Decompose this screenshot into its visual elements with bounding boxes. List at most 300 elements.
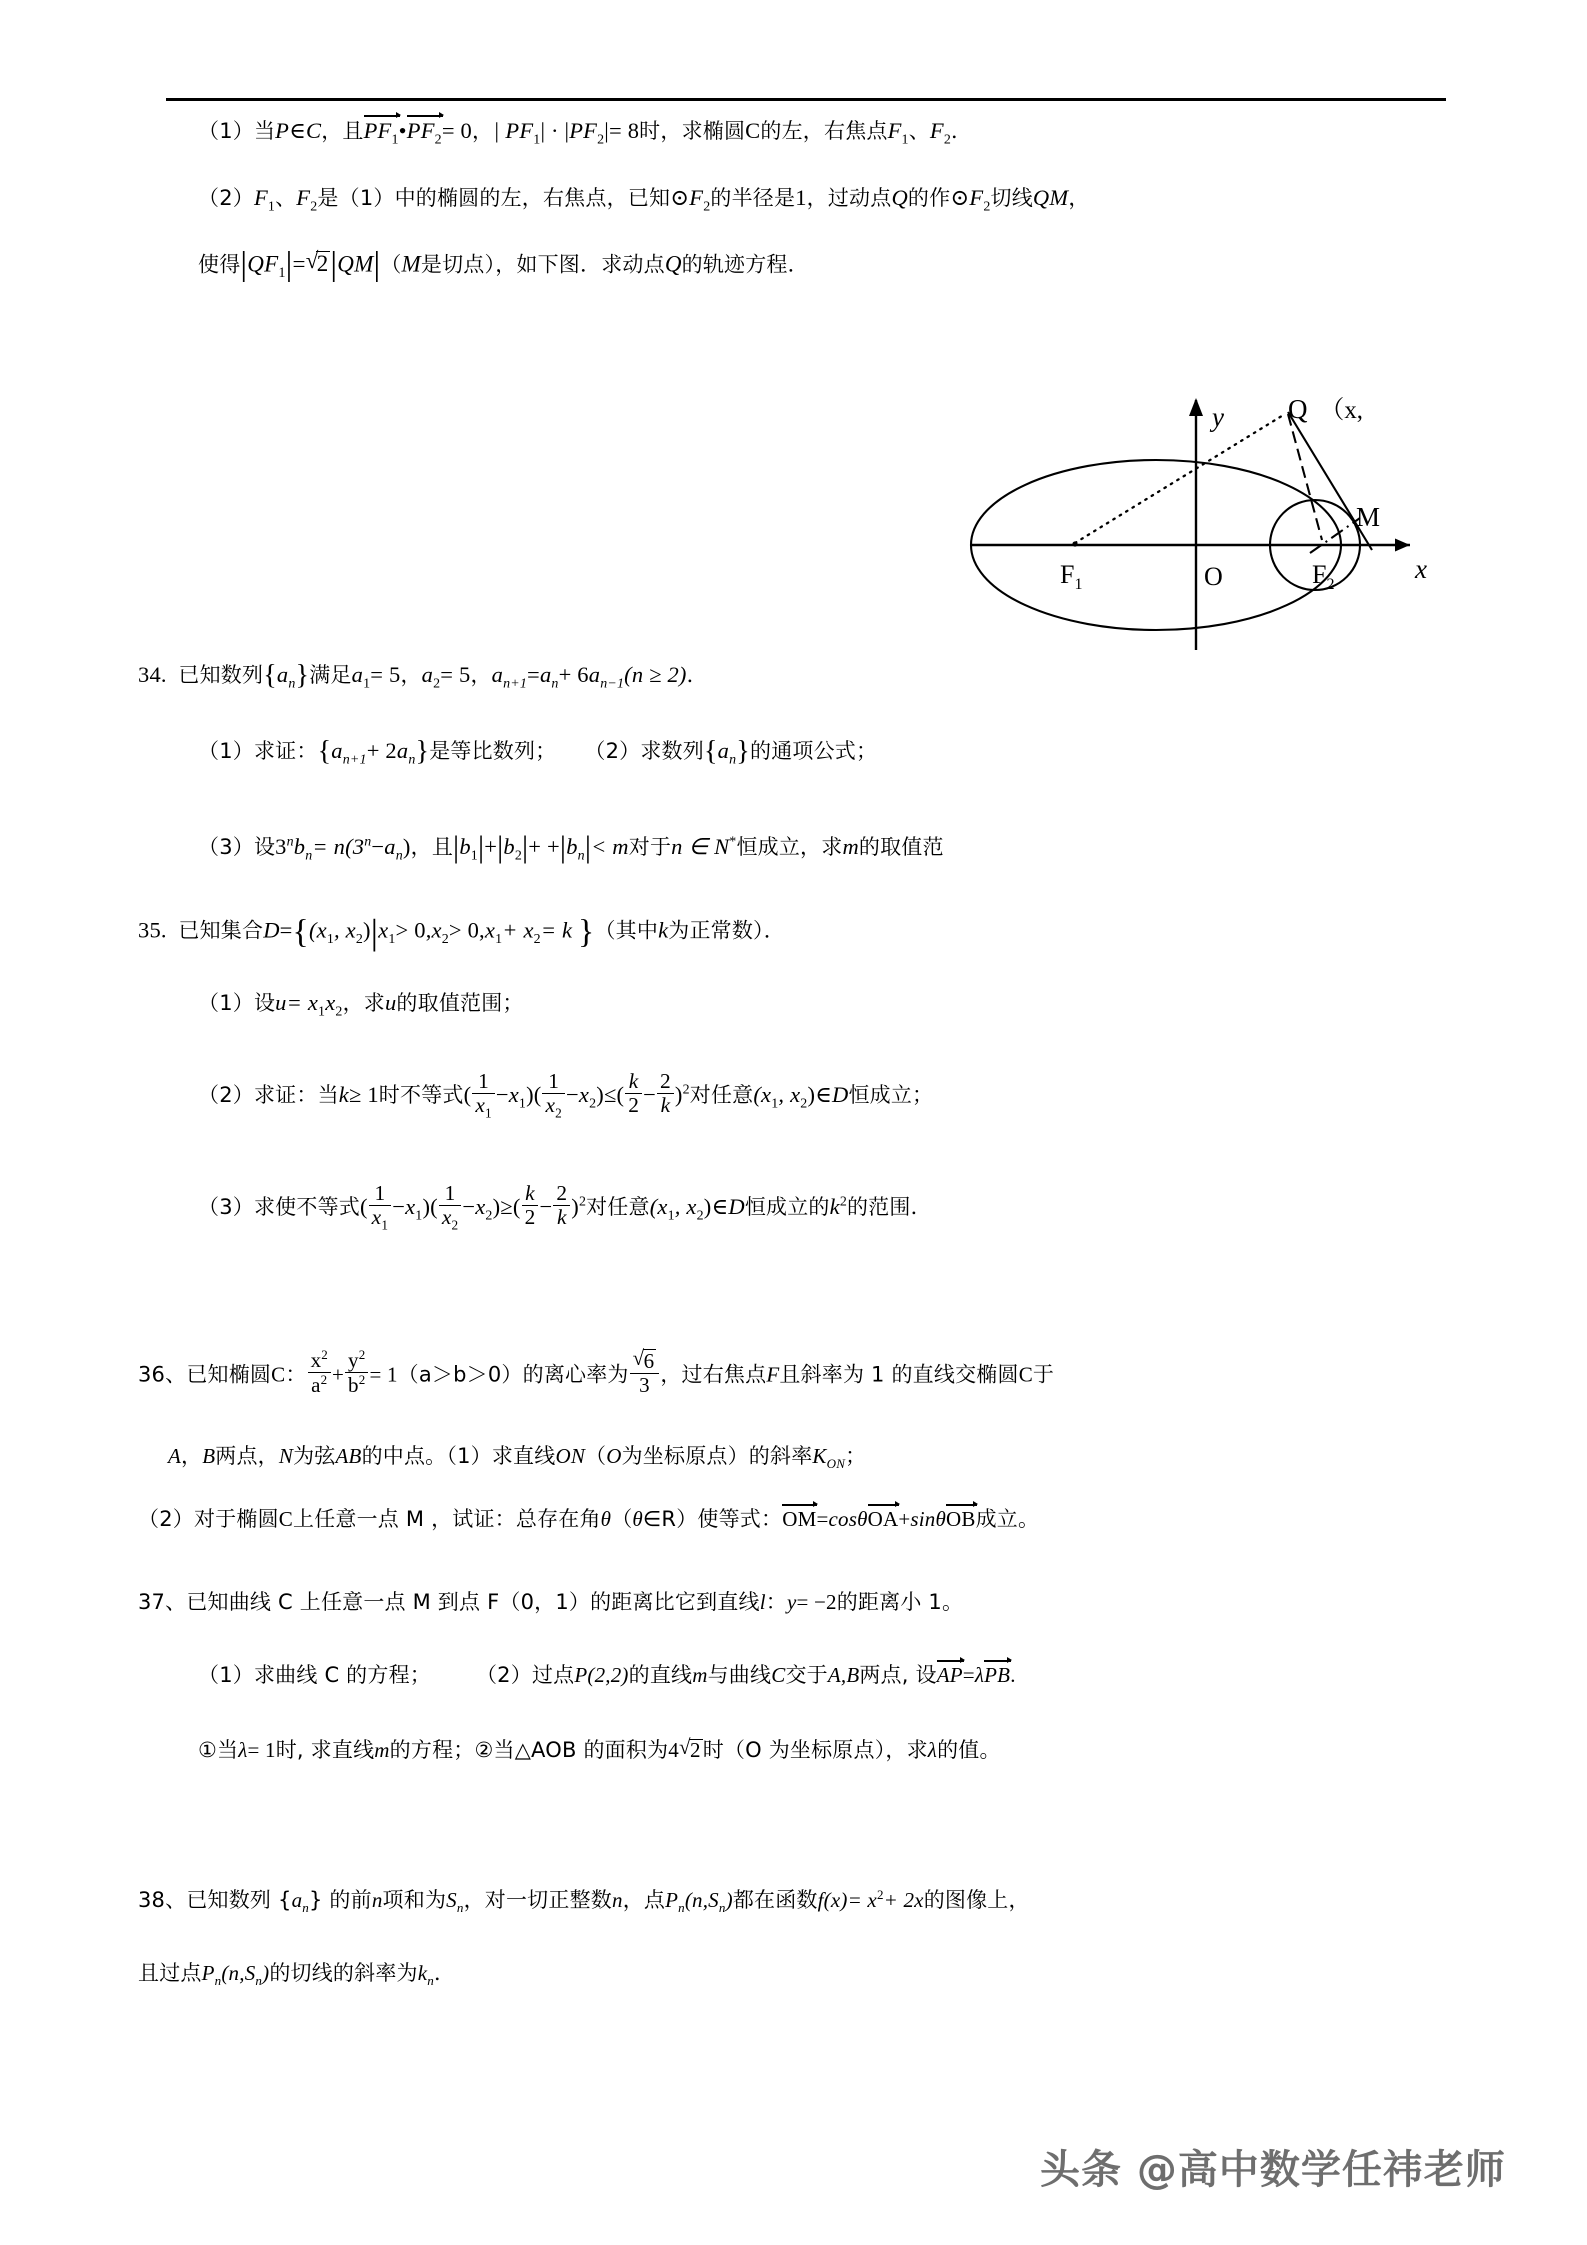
period: ． (686, 662, 708, 687)
paren-close: ) (703, 1193, 712, 1219)
text: 已知椭圆 (186, 1362, 272, 1387)
line-l: l (759, 1590, 766, 1614)
denominator: k (553, 1205, 570, 1229)
slope-k: k (417, 1961, 428, 1985)
subscript: n (288, 676, 296, 692)
circle-symbol: ⊙ (670, 185, 690, 210)
subscript: 2 (696, 1208, 704, 1224)
angle-theta: θ (935, 1507, 947, 1531)
denominator: 2 (522, 1205, 539, 1229)
var-x1: x (508, 1081, 519, 1107)
point-F1-dot (1072, 541, 1077, 546)
header-divider (166, 98, 1446, 101)
radius-value: 1 (795, 185, 807, 210)
operator: − (565, 1081, 579, 1107)
text: 于 (1032, 1362, 1055, 1387)
equals: = −2 (796, 1590, 837, 1614)
fraction-2-over-k (553, 1182, 570, 1229)
var-x1: x (484, 917, 496, 943)
pair-mid: , x (778, 1081, 801, 1107)
text: 的离心率为 (522, 1362, 629, 1387)
problem-35-part-1 (198, 992, 524, 1019)
pair: (x (649, 1193, 668, 1219)
op-in: ∈ (815, 1081, 832, 1107)
vec-label: PB (984, 1663, 1011, 1687)
subscript: 1 (326, 932, 335, 948)
fraction-k-over-2 (625, 1070, 642, 1117)
operator: + 2 (366, 737, 397, 763)
subscript: 1 (533, 132, 541, 148)
var-n: n (371, 1888, 383, 1912)
operator: + + (528, 833, 560, 859)
problem-36-line-3 (138, 1507, 1039, 1530)
radicand: 2 (316, 251, 329, 277)
text: 求证：当 (253, 1082, 339, 1107)
part-marker: （2） (198, 186, 254, 210)
var-u: u (384, 990, 397, 1015)
paren-close: ) (492, 1193, 501, 1219)
text: 的距离小 1。 (836, 1590, 964, 1614)
denominator (369, 1205, 392, 1233)
exponent: 2 (578, 1194, 587, 1210)
text: 且斜率为 1 的直线交椭圆 (779, 1362, 1019, 1387)
part-marker: （3） (198, 1194, 254, 1219)
text: 的轨迹方程． (681, 252, 809, 277)
part-marker: （1） (446, 1444, 492, 1468)
angle-theta: θ (632, 1507, 643, 1531)
problem-number: 36、 (138, 1362, 187, 1387)
text: 的直线 (628, 1663, 693, 1687)
relation-le: ≤ (603, 1081, 617, 1107)
part-marker: （1） (198, 1663, 254, 1687)
sum-S: S (446, 1888, 457, 1912)
vec-label: OM (782, 1507, 817, 1531)
function-f: f (817, 1888, 824, 1912)
ellipse-diagram-svg (940, 378, 1460, 653)
point-N: N (278, 1444, 294, 1468)
subscript: 2 (433, 676, 441, 692)
text: 且 (342, 119, 364, 143)
numerator: 2 (556, 1181, 568, 1205)
numerator: k (525, 1181, 535, 1205)
problem-38-line-1 (138, 1888, 1030, 1914)
denominator (308, 1372, 331, 1397)
text: 的作 (907, 186, 951, 210)
text: 切线 (990, 186, 1033, 210)
text: 交于 (785, 1663, 828, 1687)
y-axis-arrow (1189, 398, 1203, 416)
area-coefficient: 4 (668, 1738, 679, 1762)
term-a-n: a (539, 661, 552, 687)
text: ，过动点 (806, 186, 892, 210)
separator: 、 (908, 119, 930, 143)
text: 的值。 (937, 1738, 1001, 1762)
part-marker: （2） (138, 1507, 194, 1531)
operator: + (898, 1507, 911, 1531)
segment-QM: QM (1032, 185, 1069, 210)
text: 恒成立的 (744, 1194, 830, 1219)
var-lambda: λ (238, 1738, 248, 1762)
var-F2: F (969, 185, 984, 210)
numerator (345, 1348, 368, 1372)
paren-close: ) (571, 1193, 579, 1219)
superscript: * (729, 834, 737, 850)
subscript: 2 (943, 132, 952, 148)
text: 使得 (198, 252, 241, 277)
operator: + x (502, 917, 534, 943)
subscript: 2 (451, 1217, 459, 1233)
denominator (472, 1093, 495, 1121)
vector-AP (937, 1663, 963, 1686)
op-in: ∈ (711, 1193, 729, 1219)
circle-symbol: ⊙ (950, 185, 970, 210)
vec-label: OA (867, 1507, 899, 1531)
vector-OM (782, 1507, 816, 1530)
text: 的方程； (389, 1738, 475, 1762)
figure-label-x: x (1415, 554, 1427, 584)
subscript: 2 (597, 132, 605, 148)
abs-close: |= 8 (604, 118, 640, 143)
subscript: 1 (518, 1096, 527, 1112)
operator: − (643, 1081, 656, 1107)
subscript: n (427, 1973, 434, 1989)
var-C: C (305, 118, 322, 143)
focus-F: F (766, 1362, 780, 1387)
text: 的左，右焦点 (760, 119, 888, 143)
subscript: 1 (363, 676, 371, 692)
subscript: n (302, 1900, 309, 1916)
figure-label-O: O (1204, 562, 1223, 591)
equals: = (816, 1507, 829, 1531)
text: 时不等式 (378, 1082, 464, 1107)
text: 为正常数）． (668, 918, 785, 943)
subscript: 2 (533, 932, 541, 948)
text: 是（1）中的椭圆的左，右焦点，已知 (317, 186, 671, 210)
text: } 的前 (309, 1888, 372, 1912)
comma: ， (471, 119, 494, 143)
paren: ) (402, 833, 411, 859)
text: 过点 (531, 1663, 575, 1687)
ellipse-C: C (278, 1507, 293, 1531)
text: 的通项公式； (750, 738, 878, 763)
text: 求曲线 C 的方程； (253, 1663, 431, 1687)
subscript: 1 (415, 1208, 423, 1224)
x-axis-arrow (1395, 539, 1410, 552)
set-D: D (263, 917, 280, 943)
paren-close: ) (807, 1081, 816, 1107)
var-F2: F (296, 185, 311, 210)
subscript: n (395, 848, 403, 864)
text: 项和为 (382, 1888, 447, 1912)
numerator (630, 1348, 660, 1373)
var-u: u (275, 990, 287, 1015)
vec-label: PF (363, 118, 392, 143)
subscript: 2 (355, 932, 364, 948)
numerator: 1 (548, 1069, 560, 1093)
operator: + 2x (883, 1888, 924, 1912)
sin: sin (910, 1507, 936, 1531)
problem-34-stem: 34. 已知数列$\{a_n\}$满足$a_1= 5$，$a_2= 5$，$a_{n+1}=a_n+ 6a_{n-1}(n \ge 2)$． (138, 660, 708, 692)
problem-number: 37、 (138, 1590, 187, 1614)
numerator: k (628, 1069, 639, 1093)
point-P: P (665, 1888, 679, 1912)
comma: ， (1068, 186, 1090, 210)
subscript: ON (826, 1456, 846, 1472)
subscript: 1 (318, 1004, 326, 1020)
fraction-1-over-x2 (542, 1070, 565, 1121)
text: 对任意 (689, 1082, 754, 1107)
comma: ， (470, 662, 492, 687)
sqrt-2 (679, 1738, 703, 1761)
problem-number: 34. (138, 661, 167, 687)
comma: ， (660, 1362, 682, 1387)
text: 为弦 (293, 1444, 336, 1468)
subscript: 2 (589, 1096, 597, 1112)
text: 已知集合 (178, 918, 264, 943)
text: 满足 (309, 662, 352, 687)
text: 两点， (215, 1444, 279, 1468)
text: 是切点），如下图．求动点 (420, 252, 665, 277)
subscript: 1 (771, 1096, 779, 1112)
exponent: 2 (839, 1194, 847, 1210)
equals-zero: = 0 (441, 118, 472, 143)
subscript: 1 (278, 264, 286, 281)
operator: − (462, 1193, 476, 1219)
origin-O: O (606, 1444, 622, 1468)
var-C: C (745, 118, 761, 143)
text: 的图像上， (923, 1888, 1030, 1912)
subscript: 1 (485, 1105, 492, 1121)
equals-one: = 1 (369, 1362, 398, 1387)
text: 恒成立，求 (736, 834, 843, 859)
value: = 5 (440, 661, 471, 687)
text: ，求 (342, 991, 385, 1015)
text: 求使不等式 (253, 1194, 360, 1219)
var-Q: Q (891, 185, 908, 210)
fraction-y2-over-b2 (345, 1348, 368, 1396)
vector-OA (868, 1507, 899, 1530)
text: 与曲线 (707, 1663, 772, 1687)
fraction-sqrt6-over-3 (630, 1348, 660, 1396)
var-k: k (338, 1081, 349, 1107)
text: 已知数列 { (186, 1888, 292, 1912)
var-M: M (401, 251, 421, 277)
numerator: 2 (659, 1069, 671, 1093)
var-x2: x (431, 917, 442, 943)
subscript: n+1 (342, 752, 367, 768)
subscript: n−1 (600, 676, 625, 692)
problem-37-stem (138, 1592, 963, 1613)
relation-ge: ≥ (500, 1193, 513, 1219)
sqrt-6 (633, 1348, 657, 1373)
equals: = (527, 661, 540, 687)
subscript: n (214, 1973, 222, 1989)
den-var: x (371, 1205, 382, 1230)
condition: (n ≥ 2) (624, 661, 687, 687)
problem-number: 35. (138, 917, 167, 943)
var-x1: x (378, 917, 389, 943)
text: （其中 (594, 918, 659, 943)
denominator: k (657, 1093, 674, 1117)
point-P: P (201, 1961, 215, 1985)
pair-mid: , x (334, 917, 356, 943)
var-y: y (786, 1590, 797, 1614)
subscript: n (305, 848, 313, 864)
problem-34-parts-1-2: （1）求证：$\{a_{n+1}+ 2a_n\}$是等比数列； （2）求数列$\{a_n\}$的通项公式； (198, 736, 878, 768)
colon: ： (285, 1362, 307, 1387)
text: ，且 (410, 834, 454, 859)
operator: − (392, 1193, 406, 1219)
problem-33-part-2 (198, 187, 1090, 214)
text: 设 (253, 834, 276, 859)
text: 的半径是 (710, 186, 796, 210)
part-marker: （2） (198, 1082, 254, 1107)
line-ON: ON (555, 1444, 586, 1468)
fraction-x2-over-a2 (308, 1348, 331, 1396)
paren-open: ( (616, 1081, 625, 1107)
equals: = (292, 251, 306, 277)
text: 是等比数列； (429, 738, 557, 763)
watermark: 头条 @高中数学任祎老师 (1040, 2147, 1506, 2193)
abs-PF1: | PF (493, 118, 534, 143)
exponent: 2 (876, 1887, 884, 1902)
den-var: x (441, 1205, 452, 1230)
var-x1: x (405, 1193, 416, 1219)
value: = 5 (370, 661, 401, 687)
label-Q-coord: （x, (1319, 397, 1363, 424)
text: 的取值范围； (396, 991, 524, 1015)
problem-33-part-2-line-2: 使得$|QF_1|=$ √ 2|QM|（M是切点），如下图．求动点Q的轨迹方程． (198, 248, 809, 281)
part-marker: （1） (198, 991, 254, 1015)
brace-close: } (578, 913, 595, 951)
text: 上任意一点 M ，试证：总存在角 (293, 1507, 601, 1531)
sub-item-1: ①当 (198, 1738, 239, 1762)
text: 两点, 设 (859, 1663, 937, 1687)
numerator (308, 1348, 331, 1372)
var-Q: Q (664, 251, 682, 277)
problem-35-stem (138, 914, 785, 950)
relation: > 0 (395, 917, 426, 943)
paren-close: ) (262, 1961, 270, 1985)
paren-open: ( (512, 1193, 521, 1219)
chord-AB: AB (335, 1444, 362, 1468)
part-marker: （1） (198, 738, 254, 763)
num-var: y (348, 1348, 359, 1372)
vec-label: PF (406, 118, 435, 143)
subscript: 1 (267, 199, 276, 215)
subscript: n (255, 1973, 263, 1989)
text: 的范围． (846, 1194, 932, 1219)
text: 为坐标原点）的斜率 (621, 1444, 813, 1468)
period: ． (433, 1961, 456, 1985)
brace-open: { (292, 913, 309, 951)
subscript: n+1 (503, 676, 528, 692)
subscript: 2 (555, 1105, 562, 1121)
subscript: n (551, 676, 559, 692)
slope-K: K (812, 1444, 827, 1468)
vector-PF2 (407, 118, 442, 147)
text: （ (611, 1507, 633, 1531)
equals-k: = k (540, 917, 573, 943)
subscript: 2 (514, 848, 523, 864)
text: 成立。 (975, 1507, 1040, 1531)
fraction-1-over-x2 (439, 1182, 462, 1233)
paren-close: ) (674, 1081, 683, 1107)
operator: − (371, 833, 385, 859)
text: （ (585, 1444, 607, 1468)
denominator (439, 1205, 462, 1233)
seq-a: a (276, 661, 289, 687)
base-3: 3 (275, 833, 287, 859)
subscript: n (729, 752, 737, 768)
text: 求数列 (640, 738, 704, 763)
equals-one: = 1 (247, 1738, 276, 1762)
paren: )( (422, 1193, 438, 1219)
point-P: P(2,2) (574, 1663, 629, 1687)
equals: = (962, 1663, 975, 1687)
relation: > 0 (448, 917, 480, 943)
text: 设 (253, 991, 276, 1015)
comma: , (479, 917, 485, 943)
den-var: x (545, 1093, 556, 1118)
vector-OB (946, 1507, 976, 1530)
problem-number: 38、 (138, 1888, 187, 1912)
label-F: F (1312, 560, 1327, 589)
dashed-segment-Q-F2 (1288, 414, 1322, 540)
problem-37-parts (198, 1663, 1016, 1686)
numerator: 1 (374, 1181, 386, 1205)
exponent: 2 (358, 1371, 366, 1387)
point-args: (n,S (684, 1888, 719, 1912)
text: 都在函数 (732, 1888, 818, 1912)
subscript: 1 (470, 848, 478, 864)
abs-PF2: PF (569, 118, 598, 143)
term-b1: b (459, 833, 471, 859)
seq-a: a (291, 1888, 303, 1912)
subscript: n (456, 1900, 464, 1916)
problem-36-line-2 (168, 1446, 866, 1470)
exponent: n (364, 834, 372, 850)
label-Q: Q (1288, 394, 1308, 424)
pair: (x (753, 1081, 772, 1107)
separator: 、 (275, 186, 297, 210)
seq-a: a (717, 737, 730, 763)
term-a-nm1: a (588, 661, 601, 687)
term-bn: b (566, 833, 578, 859)
comma: ， (181, 1444, 203, 1468)
function-args: (x) (823, 1888, 848, 1912)
comma: , (425, 917, 432, 943)
set-D: D (832, 1081, 849, 1107)
subscript: 2 (485, 1208, 493, 1224)
denominator: 3 (630, 1373, 660, 1397)
var-P: P (275, 118, 290, 143)
subscript: 2 (310, 199, 318, 215)
subscript: n (577, 848, 585, 864)
exponent: 2 (358, 1347, 366, 1362)
problem-35-part-3 (198, 1182, 932, 1233)
var-x2: x (578, 1081, 590, 1107)
figure-label-F1 (1060, 560, 1083, 594)
set-D: D (728, 1193, 745, 1219)
ellipse-C: C (271, 1362, 286, 1387)
period: ． (951, 119, 973, 143)
figure-label-Q (1288, 390, 1363, 426)
var-x2: x (325, 990, 336, 1015)
operator: + 6 (558, 661, 589, 687)
text: 当 (253, 119, 276, 143)
subscript: 2 (1326, 576, 1335, 594)
